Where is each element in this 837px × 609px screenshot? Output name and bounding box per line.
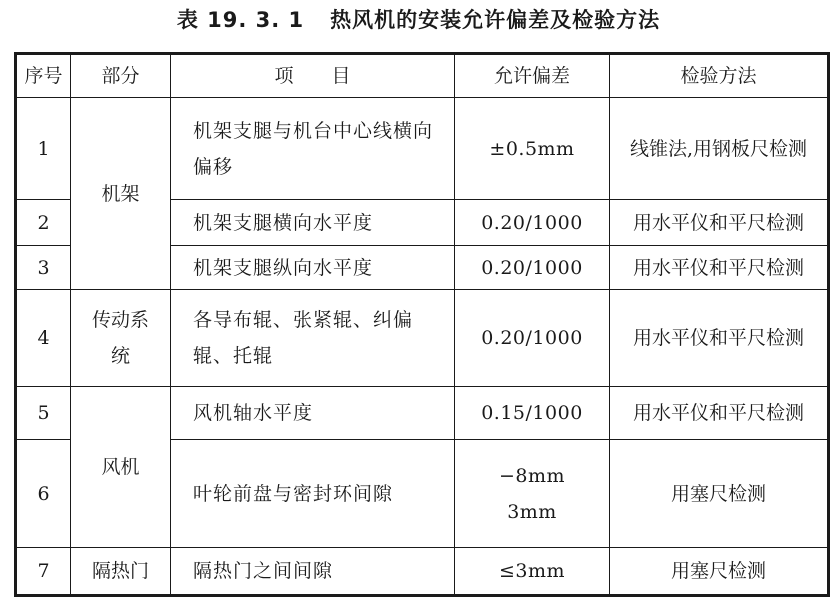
row-method: 用水平仪和平尺检测 <box>610 200 829 246</box>
row-method: 用水平仪和平尺检测 <box>610 290 829 387</box>
header-item: 项 目 <box>171 54 455 98</box>
table-row <box>16 290 829 387</box>
table-row <box>16 98 829 200</box>
table-row <box>16 387 829 440</box>
row-item: 机架支腿纵向水平度 <box>171 246 455 290</box>
row-tolerance: 0.20/1000 <box>455 290 610 387</box>
row-tolerance-upper: −8mm <box>498 464 566 487</box>
table-title-text: 热风机的安装允许偏差及检验方法 <box>330 8 661 32</box>
table-row <box>16 548 829 596</box>
row-seq: 4 <box>16 290 71 387</box>
header-method: 检验方法 <box>610 54 829 98</box>
header-row <box>16 54 829 98</box>
row-method: 用水平仪和平尺检测 <box>610 387 829 440</box>
row-tolerance: 0.20/1000 <box>455 200 610 246</box>
row-tolerance <box>455 440 610 548</box>
tolerance-table <box>14 52 830 597</box>
row-seq: 5 <box>16 387 71 440</box>
row-item: 隔热门之间间隙 <box>171 548 455 596</box>
row-seq: 7 <box>16 548 71 596</box>
row-method: 用塞尺检测 <box>610 548 829 596</box>
row-seq: 3 <box>16 246 71 290</box>
row-part: 隔热门 <box>71 548 171 596</box>
row-tolerance: 0.20/1000 <box>455 246 610 290</box>
row-item: 叶轮前盘与密封环间隙 <box>171 440 455 548</box>
table-number: 表 19. 3. 1 <box>176 8 305 32</box>
table-title <box>0 4 837 34</box>
row-seq: 2 <box>16 200 71 246</box>
row-tolerance: ±0.5mm <box>455 98 610 200</box>
row-tolerance: ≤3mm <box>455 548 610 596</box>
row-item: 机架支腿横向水平度 <box>171 200 455 246</box>
row-item: 风机轴水平度 <box>171 387 455 440</box>
row-item: 机架支腿与机台中心线横向偏移 <box>171 98 455 200</box>
row-tolerance: 0.15/1000 <box>455 387 610 440</box>
row-tolerance-lower: 3mm <box>507 500 557 523</box>
header-tolerance: 允许偏差 <box>455 54 610 98</box>
row-part: 传动系统 <box>71 290 171 387</box>
row-part: 机架 <box>71 98 171 290</box>
row-seq: 1 <box>16 98 71 200</box>
row-part: 风机 <box>71 387 171 548</box>
header-seq: 序号 <box>16 54 71 98</box>
row-method: 线锥法,用钢板尺检测 <box>610 98 829 200</box>
row-seq: 6 <box>16 440 71 548</box>
row-method: 用水平仪和平尺检测 <box>610 246 829 290</box>
row-method: 用塞尺检测 <box>610 440 829 548</box>
row-item: 各导布辊、张紧辊、纠偏辊、托辊 <box>171 290 455 387</box>
header-part: 部分 <box>71 54 171 98</box>
